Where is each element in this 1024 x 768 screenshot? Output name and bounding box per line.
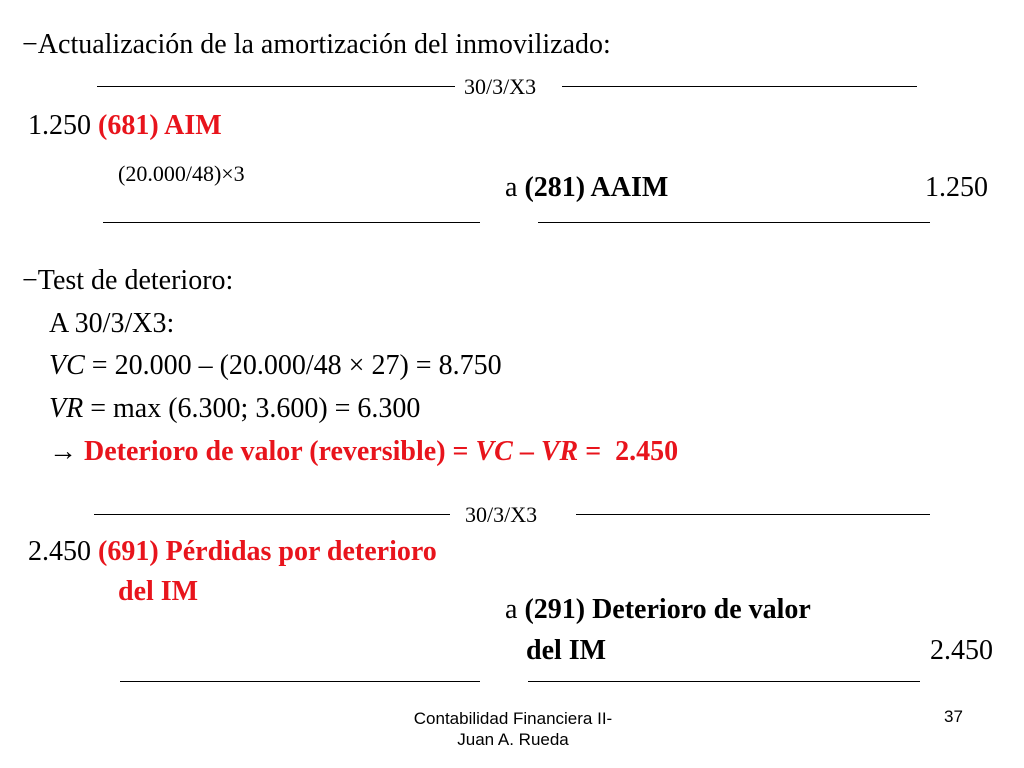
section-heading-impairment-test: −Test de deterioro: [22, 265, 234, 296]
journal-rule [528, 681, 920, 682]
credit-prefix: a [505, 594, 518, 625]
footer-author: Juan A. Rueda [457, 730, 569, 749]
footer-course [385, 708, 641, 750]
credit-account: (281) AAIM [524, 172, 669, 203]
journal-entry-credit [505, 174, 668, 202]
journal-rule [103, 222, 480, 223]
credit-account-continued: del IM [526, 635, 607, 666]
impairment-vr: VR [540, 436, 579, 467]
impairment-text: Deterioro de valor (reversible) = [84, 436, 476, 467]
page-number: 37 [944, 707, 963, 726]
debit-amount: 1.250 [28, 110, 91, 141]
impairment-vc: VC [475, 436, 513, 467]
test-date-line: A 30/3/X3: [49, 308, 175, 339]
vr-label: VR [49, 393, 84, 424]
journal-rule [576, 514, 930, 515]
journal-rule [94, 514, 450, 515]
journal-entry-debit [28, 538, 437, 566]
credit-amount: 2.450 [930, 635, 993, 666]
journal-rule [538, 222, 930, 223]
journal-entry-date: 30/3/X3 [464, 74, 537, 99]
arrow-icon: → [49, 436, 77, 467]
journal-rule [97, 86, 455, 87]
journal-entry-credit [505, 596, 811, 624]
credit-amount: 1.250 [925, 172, 988, 203]
credit-account: (291) Deterioro de valor [524, 594, 811, 625]
journal-entry-debit [28, 112, 222, 140]
carrying-value-line [49, 352, 502, 380]
footer-course-title: Contabilidad Financiera II- [413, 709, 613, 728]
debit-account-continued: del IM [118, 576, 199, 607]
debit-amount: 2.450 [28, 536, 91, 567]
impairment-result-line [49, 438, 678, 466]
impairment-value: = 2.450 [578, 436, 679, 467]
journal-rule [562, 86, 917, 87]
section-heading-amortization: −Actualización de la amortización del inmovilizado: [22, 29, 611, 60]
vc-expression: = 20.000 – (20.000/48 × 27) = 8.750 [84, 350, 502, 381]
vc-label: VC [49, 350, 85, 381]
calculation-note: (20.000/48)×3 [118, 161, 245, 186]
debit-account: (681) AIM [98, 110, 222, 141]
debit-account: (691) Pérdidas por deterioro [98, 536, 437, 567]
recoverable-value-line [49, 395, 420, 423]
journal-rule [120, 681, 480, 682]
impairment-minus: – [512, 436, 541, 467]
vr-expression: = max (6.300; 3.600) = 6.300 [83, 393, 421, 424]
journal-entry-date: 30/3/X3 [465, 502, 538, 527]
credit-prefix: a [505, 172, 518, 203]
